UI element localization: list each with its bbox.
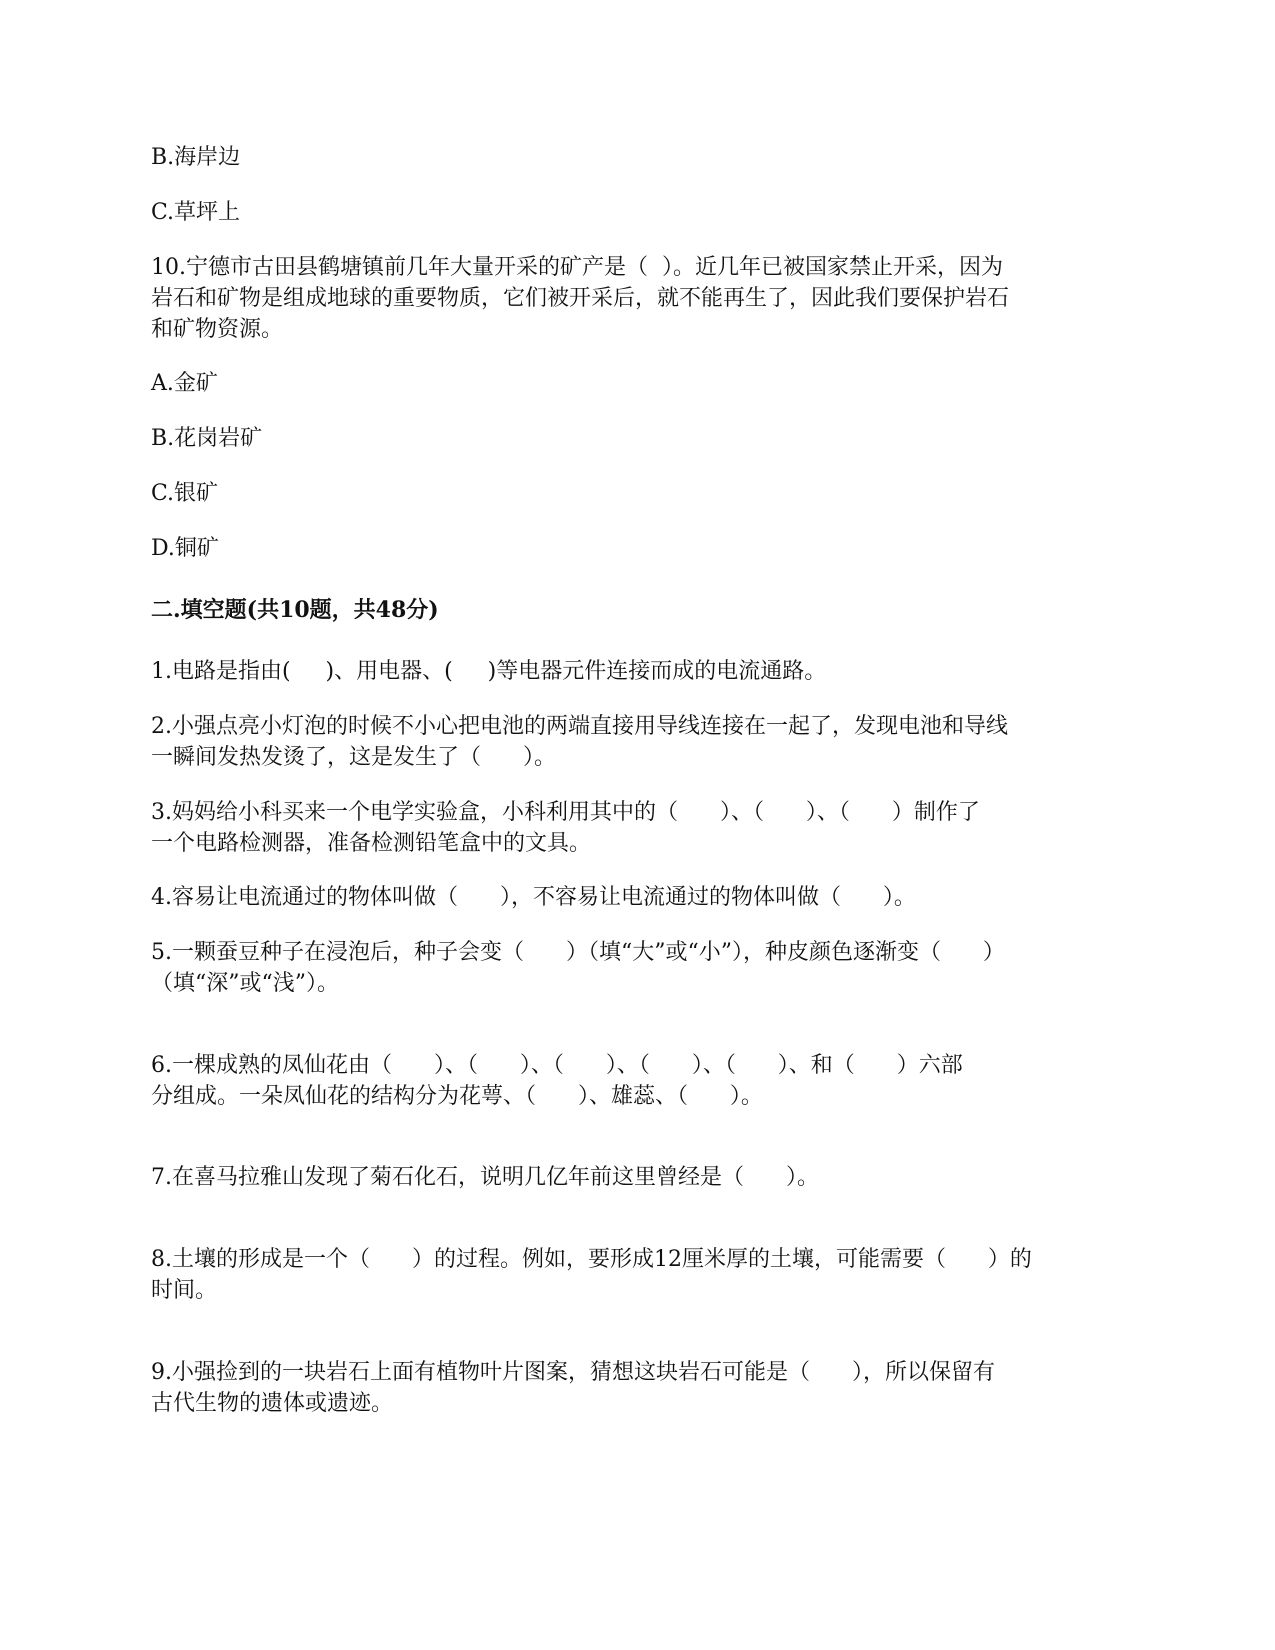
fill-question-6-line-2: 分组成。一朵凤仙花的结构分为花萼、（ ）、雄蕊、（ ）。: [151, 1084, 763, 1109]
fill-question-8-line-1: 8.土壤的形成是一个（ ）的过程。例如，要形成12厘米厚的土壤，可能需要（ ）的: [151, 1247, 1032, 1272]
fill-question-9-line-1: 9.小强捡到的一块岩石上面有植物叶片图案，猜想这块岩石可能是（ ），所以保留有: [151, 1360, 995, 1385]
fill-question-6-line-1: 6.一棵成熟的凤仙花由（ ）、（ ）、（ ）、（ ）、（ ）、和（ ）六部: [151, 1053, 963, 1078]
fill-question-2-line-1: 2.小强点亮小灯泡的时候不小心把电池的两端直接用导线连接在一起了，发现电池和导线: [151, 714, 1008, 739]
fill-question-5-line-2: （填“深”或“浅”）。: [151, 971, 339, 996]
fill-question-8-line-2: 时间。: [151, 1278, 218, 1303]
question-10-line-3: 和矿物资源。: [151, 317, 284, 342]
option-b-coast: B.海岸边: [151, 145, 241, 170]
fill-question-9-line-2: 古代生物的遗体或遗迹。: [151, 1391, 394, 1416]
q10-option-c: C.银矿: [151, 481, 219, 506]
fill-question-3-line-2: 一个电路检测器，准备检测铅笔盒中的文具。: [151, 831, 592, 856]
fill-question-3-line-1: 3.妈妈给小科买来一个电学实验盒，小科利用其中的（ ）、（ ）、（ ）制作了: [151, 800, 980, 825]
fill-question-4: 4.容易让电流通过的物体叫做（ ），不容易让电流通过的物体叫做（ ）。: [151, 885, 916, 910]
option-c-lawn: C.草坪上: [151, 200, 241, 225]
fill-question-2-line-2: 一瞬间发热发烫了，这是发生了（ ）。: [151, 745, 556, 770]
fill-question-5-line-1: 5.一颗蚕豆种子在浸泡后，种子会变（ ）（填“大”或“小”），种皮颜色逐渐变（ ）: [151, 940, 1005, 965]
question-10-line-2: 岩石和矿物是组成地球的重要物质，它们被开采后，就不能再生了，因此我们要保护岩石: [151, 286, 1010, 311]
section-2-heading: 二.填空题(共10题，共48分): [151, 597, 439, 623]
q10-option-d: D.铜矿: [151, 536, 219, 561]
q10-option-a: A.金矿: [151, 371, 218, 396]
question-10-line-1: 10.宁德市古田县鹤塘镇前几年大量开采的矿产是（ ）。近几年已被国家禁止开采，因为: [151, 255, 1003, 280]
fill-question-1: 1.电路是指由( )、用电器、( )等电器元件连接而成的电流通路。: [151, 659, 827, 684]
q10-option-b: B.花岗岩矿: [151, 426, 263, 451]
fill-question-7: 7.在喜马拉雅山发现了菊石化石，说明几亿年前这里曾经是（ ）。: [151, 1165, 819, 1190]
